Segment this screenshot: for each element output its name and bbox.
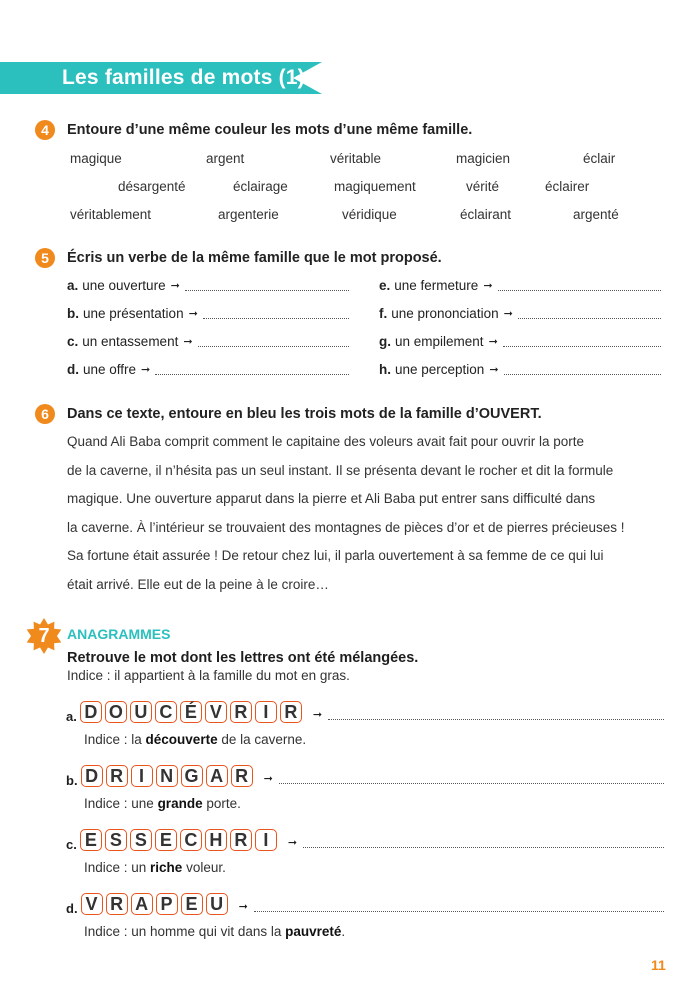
exercise-7-instruction: Retrouve le mot dont les lettres ont été mélangées. [67, 650, 419, 666]
item-word: une fermeture [394, 278, 479, 293]
item-word: un empilement [395, 334, 484, 349]
story-line: Sa fortune était assurée ! De retour chez lui, il parla ouvertement à sa femme de ce qui lui [67, 548, 604, 564]
letter-tile: G [181, 765, 203, 787]
letter-tile: I [131, 765, 153, 787]
letter-tile: U [206, 893, 228, 915]
letter-tile: P [156, 893, 178, 915]
letter-tile: C [180, 829, 202, 851]
letter-tile: V [81, 893, 103, 915]
letter-tile: E [155, 829, 177, 851]
answer-line[interactable] [185, 281, 349, 291]
verb-row [67, 334, 349, 349]
word-item[interactable]: vérité [466, 179, 500, 194]
arrow-icon: ➞ [188, 308, 198, 320]
letter-tile: I [255, 829, 277, 851]
answer-line[interactable] [504, 365, 661, 375]
exercise-7-title: ANAGRAMMES [67, 626, 171, 642]
item-letter: b. [67, 306, 79, 321]
word-item[interactable]: véritable [330, 151, 382, 166]
hint-text: Indice : un riche voleur. [84, 860, 226, 875]
word-item[interactable]: magicien [456, 151, 511, 166]
exercise-6-number: 6 [35, 404, 55, 424]
exercise-4-number: 4 [35, 120, 55, 140]
item-word: un entassement [82, 334, 179, 349]
anagram-row-a [66, 699, 664, 725]
verb-row [67, 362, 349, 377]
answer-line[interactable] [518, 309, 661, 319]
story-line: la caverne. À l’intérieur se trouvaient des montagnes de pièces d’or et de pierres précieuses ! [67, 519, 625, 535]
verb-row [379, 334, 661, 349]
item-word: une perception [395, 362, 485, 377]
exercise-7-subtitle: Indice : il appartient à la famille du mot en gras. [67, 668, 350, 683]
exercise-4-instruction: Entoure d’une même couleur les mots d’une même famille. [67, 122, 473, 138]
letter-tile: V [205, 701, 227, 723]
story-line: était arrivé. Elle eut de la peine à le croire… [67, 576, 329, 592]
answer-line[interactable] [279, 774, 664, 784]
arrow-icon: ➞ [503, 308, 513, 320]
letter-tile: C [155, 701, 177, 723]
letter-tile: R [231, 765, 253, 787]
item-letter: g. [379, 334, 391, 349]
letter-tile: D [81, 765, 103, 787]
letter-tile: O [105, 701, 127, 723]
letter-tile: D [80, 701, 102, 723]
word-item[interactable]: magique [70, 151, 122, 166]
verb-row [379, 278, 661, 293]
item-letter: h. [379, 362, 391, 377]
letter-tile: É [180, 701, 202, 723]
item-word: une offre [83, 362, 137, 377]
hint-text: Indice : une grande porte. [84, 796, 241, 811]
item-letter: d. [67, 362, 79, 377]
item-letter: b. [66, 772, 78, 788]
word-item[interactable]: éclair [583, 151, 616, 166]
answer-line[interactable] [198, 337, 349, 347]
letter-tile: R [106, 765, 128, 787]
page-number: 11 [651, 957, 666, 973]
hint-text: Indice : un homme qui vit dans la pauvreté. [84, 924, 346, 939]
answer-line[interactable] [503, 337, 661, 347]
exercise-5-instruction: Écris un verbe de la même famille que le mot proposé. [67, 250, 442, 266]
exercise-7-number: 7 [38, 625, 50, 647]
arrow-icon: ➞ [170, 280, 180, 292]
arrow-icon: ➞ [488, 336, 498, 348]
answer-line[interactable] [203, 309, 349, 319]
arrow-icon: ➞ [183, 336, 193, 348]
letter-tile: R [230, 829, 252, 851]
answer-line[interactable] [498, 281, 661, 291]
letter-tile: S [105, 829, 127, 851]
item-word: une présentation [83, 306, 184, 321]
arrow-icon: ➞ [312, 708, 323, 721]
anagram-row-d [66, 891, 664, 917]
letter-tile: R [280, 701, 302, 723]
story-line: Quand Ali Baba comprit comment le capitaine des voleurs avait fait pour ouvrir la porte [67, 434, 585, 449]
story-text [67, 428, 667, 600]
item-letter: c. [67, 334, 79, 349]
hint-text: Indice : la découverte de la caverne. [84, 732, 307, 747]
exercise-5-number: 5 [35, 248, 55, 268]
word-item[interactable]: magiquement [334, 179, 416, 194]
arrow-icon: ➞ [263, 772, 273, 785]
letter-tile: I [255, 701, 277, 723]
arrow-icon: ➞ [141, 364, 151, 376]
word-item[interactable]: éclairant [460, 207, 512, 222]
letter-tile: R [106, 893, 128, 915]
answer-line[interactable] [328, 710, 664, 720]
arrow-icon: ➞ [287, 836, 298, 849]
anagram-row-c [66, 827, 664, 853]
letter-tile: U [130, 701, 152, 723]
page-title: Les familles de mots (1) [62, 66, 305, 89]
letter-tile: H [205, 829, 227, 851]
story-line: magique. Une ouverture apparut dans la pierre et Ali Baba put entrer sans difficulté dans [67, 491, 596, 507]
word-item[interactable]: argent [206, 151, 245, 166]
letter-tile: A [206, 765, 228, 787]
word-item[interactable]: éclairage [233, 179, 288, 194]
answer-line[interactable] [303, 838, 664, 848]
anagram-row-b [66, 763, 664, 789]
verb-row [67, 278, 349, 293]
answer-line[interactable] [254, 902, 664, 912]
word-item[interactable]: éclairer [545, 179, 590, 194]
item-letter: f. [379, 306, 388, 321]
verb-row [379, 362, 661, 377]
word-item[interactable]: argenterie [218, 207, 279, 222]
verb-row [67, 306, 349, 321]
item-word: une ouverture [82, 278, 166, 293]
item-letter: c. [66, 836, 77, 852]
letter-tile: E [181, 893, 203, 915]
word-item[interactable]: véritablement [70, 207, 152, 222]
arrow-icon: ➞ [489, 364, 499, 376]
arrow-icon: ➞ [483, 280, 493, 292]
item-letter: e. [379, 278, 391, 293]
word-item[interactable]: argenté [573, 207, 619, 222]
letter-tile: E [80, 829, 102, 851]
item-letter: a. [66, 708, 77, 724]
item-letter: a. [67, 278, 79, 293]
verb-row [379, 306, 661, 321]
answer-line[interactable] [155, 365, 349, 375]
item-word: une prononciation [391, 306, 499, 321]
arrow-icon: ➞ [238, 900, 248, 913]
exercise-6-instruction: Dans ce texte, entoure en bleu les trois mots de la famille d’OUVERT. [67, 406, 542, 422]
letter-tile: S [130, 829, 152, 851]
letter-tile: N [156, 765, 178, 787]
word-item[interactable]: désargenté [118, 179, 186, 194]
word-item[interactable]: véridique [342, 207, 397, 222]
letter-tile: R [230, 701, 252, 723]
item-letter: d. [66, 900, 78, 916]
letter-tile: A [131, 893, 153, 915]
story-line: de la caverne, il n’hésita pas un seul instant. Il se présenta devant le rocher et dit la formule [67, 462, 614, 478]
